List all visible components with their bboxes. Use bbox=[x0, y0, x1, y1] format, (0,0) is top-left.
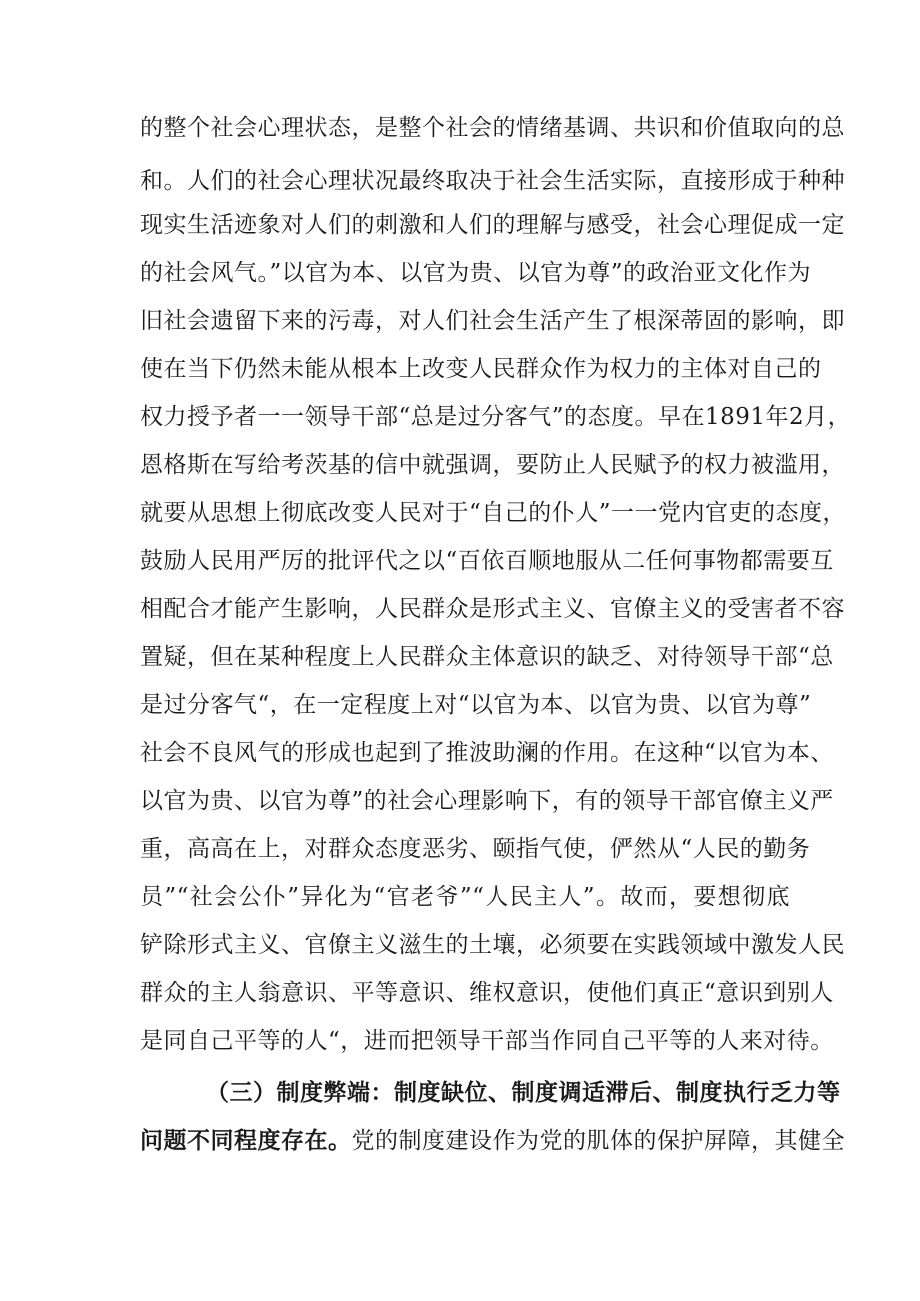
text-line: 现实生活迹象对人们的刺激和人们的理解与感受，社会心理促成一定 bbox=[140, 212, 845, 238]
text-line: 恩格斯在写给考茨基的信中就强调，要防止人民赋予的权力被滥用， bbox=[140, 452, 845, 478]
text-line: 权力授予者一一领导干部“总是过分客气”的态度。早在1891年2月， bbox=[140, 404, 852, 430]
text-line: 是同自己平等的人“，进而把领导干部当作同自己平等的人来对待。 bbox=[140, 1028, 834, 1054]
text-line: 使在当下仍然未能从根本上改变人民群众作为权力的主体对自己的 bbox=[140, 356, 822, 382]
text-line: 重，高高在上，对群众态度恶劣、颐指气使，俨然从“人民的勤务 bbox=[140, 836, 811, 862]
text-line: 的整个社会心理状态，是整个社会的情绪基调、共识和价值取向的总 bbox=[140, 115, 845, 141]
text-line: 是过分客气“，在一定程度上对“以官为本、以官为贵、以官为尊” bbox=[140, 692, 812, 718]
text-line: 的社会风气。”以官为本、以官为贵、以官为尊”的政治亚文化作为 bbox=[140, 260, 812, 286]
body-text: 党的制度建设作为党的肌体的保护屏障，其健全 bbox=[351, 1128, 845, 1154]
text-line: 置疑，但在某种程度上人民群众主体意识的缺乏、对待领导干部“总 bbox=[140, 644, 834, 670]
section-heading-continuation bbox=[140, 1126, 845, 1156]
text-line: 鼓励人民用严厉的批评代之以“百依百顺地服从二任何事物都需要互 bbox=[140, 548, 834, 574]
text-line: 就要从思想上彻底改变人民对于“自己的仆人”一一党内官吏的态度， bbox=[140, 500, 847, 526]
section-heading: （三）制度弊端：制度缺位、制度调适滞后、制度执行乏力等 bbox=[206, 1079, 841, 1106]
text-line: 旧社会遗留下来的污毒，对人们社会生活产生了根深蒂固的影响，即 bbox=[140, 308, 845, 334]
text-line: 铲除形式主义、官僚主义滋生的土壤，必须要在实践领域中激发人民 bbox=[140, 932, 845, 958]
text-line: 群众的主人翁意识、平等意识、维权意识，使他们真正“意识到别人 bbox=[140, 980, 834, 1006]
text-line: 以官为贵、以官为尊”的社会心理影响下，有的领导干部官僚主义严 bbox=[140, 788, 834, 814]
text-line: 社会不良风气的形成也起到了推波助澜的作用。在这种“以官为本、 bbox=[140, 740, 834, 766]
section-heading-end: 问题不同程度存在。 bbox=[140, 1127, 352, 1154]
text-line: 相配合才能产生影响，人民群众是形式主义、官僚主义的受害者不容 bbox=[140, 596, 845, 622]
text-line: 和。人们的社会心理状况最终取决于社会生活实际，直接形成于种种 bbox=[140, 168, 845, 194]
text-line: 员”“社会公仆”异化为“官老爷”“人民主人”。故而，要想彻底 bbox=[140, 884, 790, 910]
